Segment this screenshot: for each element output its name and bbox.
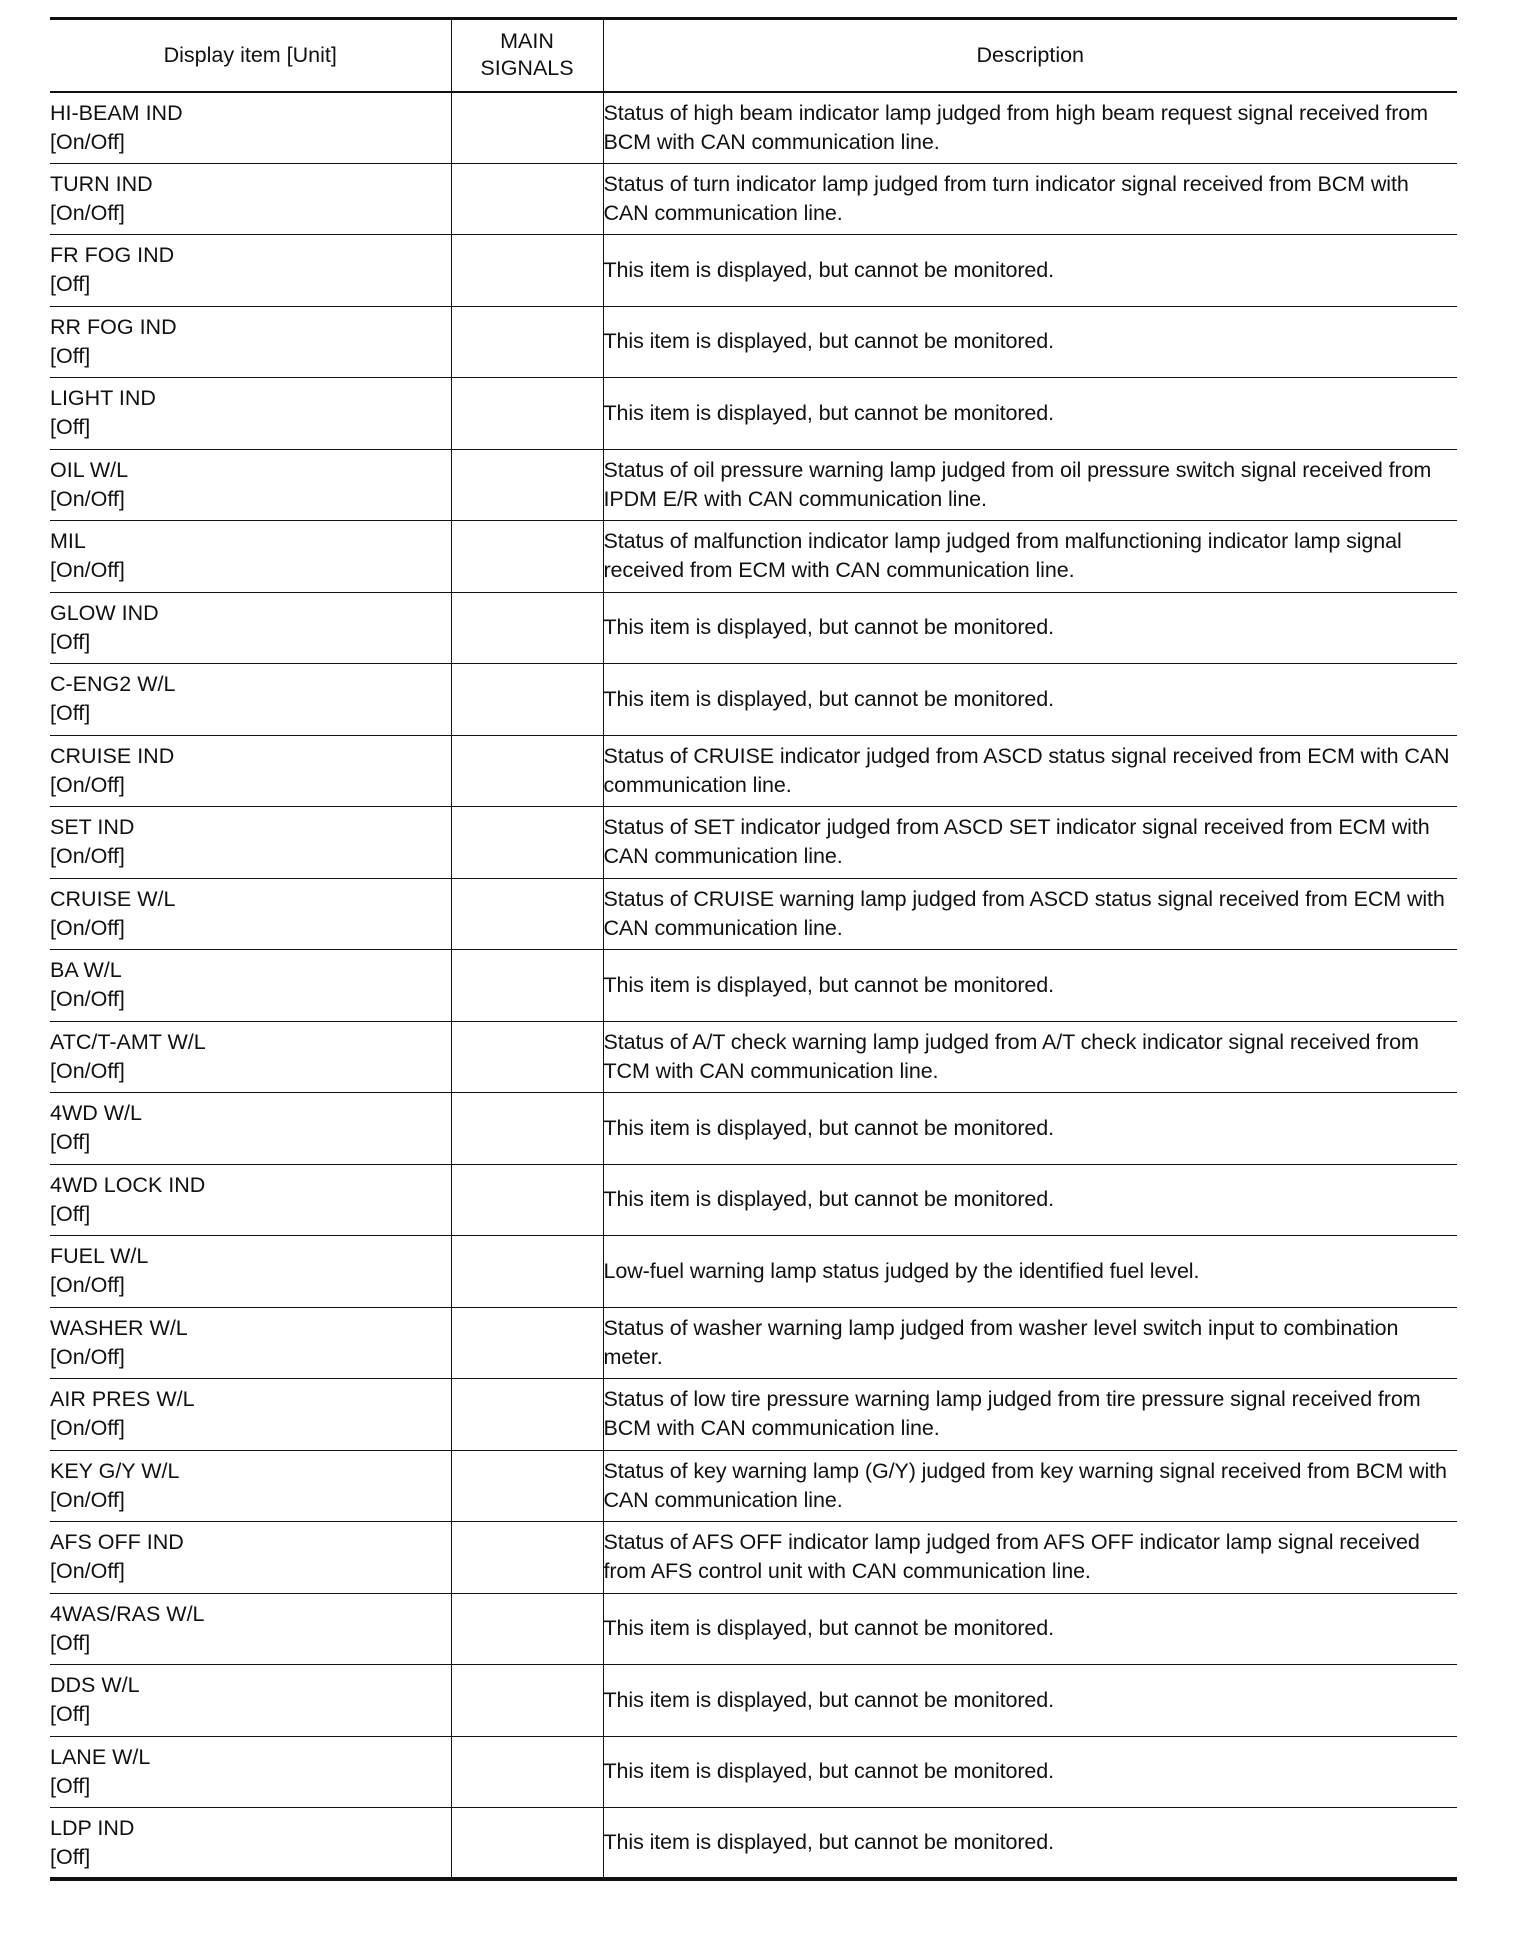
description-cell: This item is displayed, but cannot be monitored. — [603, 1736, 1457, 1808]
display-item-cell — [50, 1593, 451, 1665]
display-item-name: LDP IND — [50, 1815, 135, 1840]
display-item-cell — [50, 521, 451, 593]
main-signals-cell — [451, 235, 603, 307]
table-row — [50, 1307, 1457, 1379]
display-item-cell — [50, 1307, 451, 1379]
table-row — [50, 807, 1457, 879]
display-item-name: ATC/T-AMT W/L — [50, 1029, 206, 1054]
description-cell: Status of malfunction indicator lamp judged from malfunctioning indicator lamp signal received from ECM with CAN communication line. — [603, 521, 1457, 593]
description-cell: This item is displayed, but cannot be monitored. — [603, 1093, 1457, 1165]
main-signals-cell — [451, 521, 603, 593]
main-signals-cell — [451, 306, 603, 378]
display-item-unit: [On/Off] — [50, 558, 125, 583]
header-main-signals-line1: MAIN — [500, 29, 554, 54]
main-signals-cell — [451, 1450, 603, 1522]
description-cell: This item is displayed, but cannot be monitored. — [603, 1164, 1457, 1236]
main-signals-cell — [451, 950, 603, 1022]
table-row — [50, 1808, 1457, 1880]
description-cell: Status of A/T check warning lamp judged from A/T check indicator signal received from TCM with CAN communication line. — [603, 1021, 1457, 1093]
display-item-name: FUEL W/L — [50, 1244, 149, 1269]
main-signals-cell — [451, 664, 603, 736]
display-item-name: WASHER W/L — [50, 1315, 188, 1340]
display-item-name: MIL — [50, 529, 86, 554]
main-signals-cell — [451, 592, 603, 664]
description-cell: This item is displayed, but cannot be monitored. — [603, 592, 1457, 664]
description-cell: Status of CRUISE warning lamp judged from ASCD status signal received from ECM with CAN communication line. — [603, 878, 1457, 950]
header-display-item: Display item [Unit] — [50, 19, 451, 92]
display-item-name: HI-BEAM IND — [50, 100, 183, 125]
display-item-unit: [Off] — [50, 415, 91, 440]
description-cell: This item is displayed, but cannot be monitored. — [603, 950, 1457, 1022]
table-row — [50, 1450, 1457, 1522]
table-row — [50, 1736, 1457, 1808]
main-signals-cell — [451, 807, 603, 879]
table-row — [50, 1093, 1457, 1165]
description-cell: This item is displayed, but cannot be monitored. — [603, 664, 1457, 736]
display-item-cell — [50, 664, 451, 736]
header-row — [50, 19, 1457, 92]
display-item-cell — [50, 163, 451, 235]
main-signals-cell — [451, 1093, 603, 1165]
display-item-name: SET IND — [50, 815, 135, 840]
main-signals-cell — [451, 735, 603, 807]
display-item-unit: [On/Off] — [50, 1273, 125, 1298]
table-row — [50, 1593, 1457, 1665]
display-item-unit: [On/Off] — [50, 1344, 125, 1369]
display-item-cell — [50, 735, 451, 807]
table-row — [50, 92, 1457, 164]
display-item-unit: [On/Off] — [50, 129, 125, 154]
table-row — [50, 449, 1457, 521]
main-signals-cell — [451, 92, 603, 164]
description-cell: Status of washer warning lamp judged from washer level switch input to combination meter. — [603, 1307, 1457, 1379]
display-item-unit: [Off] — [50, 343, 91, 368]
display-item-name: AIR PRES W/L — [50, 1387, 195, 1412]
main-signals-cell — [451, 1522, 603, 1594]
table-row — [50, 163, 1457, 235]
table-row — [50, 664, 1457, 736]
display-item-cell — [50, 1236, 451, 1308]
data-monitor-table — [50, 17, 1457, 1881]
display-item-cell — [50, 1808, 451, 1880]
display-item-unit: [On/Off] — [50, 844, 125, 869]
display-item-cell — [50, 235, 451, 307]
description-cell: This item is displayed, but cannot be monitored. — [603, 306, 1457, 378]
table-row — [50, 592, 1457, 664]
table-body — [50, 92, 1457, 1880]
table-row — [50, 1379, 1457, 1451]
table-row — [50, 1522, 1457, 1594]
description-cell: This item is displayed, but cannot be monitored. — [603, 1593, 1457, 1665]
display-item-unit: [On/Off] — [50, 200, 125, 225]
display-item-cell — [50, 950, 451, 1022]
display-item-cell — [50, 1450, 451, 1522]
display-item-cell — [50, 306, 451, 378]
display-item-name: C-ENG2 W/L — [50, 672, 176, 697]
display-item-unit: [On/Off] — [50, 486, 125, 511]
display-item-name: KEY G/Y W/L — [50, 1458, 180, 1483]
table-row — [50, 521, 1457, 593]
main-signals-cell — [451, 1665, 603, 1737]
display-item-unit: [Off] — [50, 1130, 91, 1155]
display-item-cell — [50, 1522, 451, 1594]
display-item-unit: [Off] — [50, 701, 91, 726]
description-cell: This item is displayed, but cannot be monitored. — [603, 378, 1457, 450]
main-signals-cell — [451, 1379, 603, 1451]
display-item-name: 4WAS/RAS W/L — [50, 1601, 205, 1626]
table-row — [50, 306, 1457, 378]
table-row — [50, 950, 1457, 1022]
display-item-unit: [Off] — [50, 1773, 91, 1798]
display-item-cell — [50, 1093, 451, 1165]
display-item-unit: [On/Off] — [50, 772, 125, 797]
description-cell: This item is displayed, but cannot be monitored. — [603, 1808, 1457, 1880]
display-item-unit: [Off] — [50, 1201, 91, 1226]
display-item-unit: [Off] — [50, 629, 91, 654]
display-item-name: GLOW IND — [50, 600, 159, 625]
display-item-cell — [50, 449, 451, 521]
display-item-cell — [50, 1736, 451, 1808]
description-cell: Status of high beam indicator lamp judged from high beam request signal received from BCM with CAN communication line. — [603, 92, 1457, 164]
main-signals-cell — [451, 1236, 603, 1308]
table-row — [50, 735, 1457, 807]
main-signals-cell — [451, 163, 603, 235]
main-signals-cell — [451, 1736, 603, 1808]
display-item-name: DDS W/L — [50, 1673, 140, 1698]
display-item-name: 4WD LOCK IND — [50, 1172, 206, 1197]
description-cell: Status of AFS OFF indicator lamp judged from AFS OFF indicator lamp signal received from AFS control unit with CAN communication line. — [603, 1522, 1457, 1594]
table-header — [50, 19, 1457, 92]
description-cell: Status of CRUISE indicator judged from ASCD status signal received from ECM with CAN communication line. — [603, 735, 1457, 807]
table-row — [50, 1236, 1457, 1308]
description-cell: Status of oil pressure warning lamp judged from oil pressure switch signal received from IPDM E/R with CAN communication line. — [603, 449, 1457, 521]
main-signals-cell — [451, 1808, 603, 1880]
display-item-unit: [On/Off] — [50, 1416, 125, 1441]
display-item-name: CRUISE W/L — [50, 886, 176, 911]
description-cell: Status of turn indicator lamp judged from turn indicator signal received from BCM with CAN communication line. — [603, 163, 1457, 235]
table-row — [50, 235, 1457, 307]
display-item-unit: [Off] — [50, 272, 91, 297]
display-item-name: OIL W/L — [50, 457, 129, 482]
display-item-cell — [50, 807, 451, 879]
table-row — [50, 1021, 1457, 1093]
display-item-cell — [50, 378, 451, 450]
table-row — [50, 1164, 1457, 1236]
header-main-signals-line2: SIGNALS — [480, 56, 574, 81]
display-item-unit: [Off] — [50, 1630, 91, 1655]
display-item-cell — [50, 1665, 451, 1737]
display-item-name: RR FOG IND — [50, 314, 177, 339]
header-description: Description — [603, 19, 1457, 92]
table-row — [50, 878, 1457, 950]
description-cell: Low-fuel warning lamp status judged by the identified fuel level. — [603, 1236, 1457, 1308]
description-cell: Status of SET indicator judged from ASCD SET indicator signal received from ECM with CAN communication line. — [603, 807, 1457, 879]
main-signals-cell — [451, 378, 603, 450]
description-cell: This item is displayed, but cannot be monitored. — [603, 235, 1457, 307]
display-item-unit: [On/Off] — [50, 1559, 125, 1584]
description-cell: This item is displayed, but cannot be monitored. — [603, 1665, 1457, 1737]
main-signals-cell — [451, 1307, 603, 1379]
display-item-name: 4WD W/L — [50, 1101, 142, 1126]
display-item-name: LIGHT IND — [50, 386, 156, 411]
display-item-unit: [On/Off] — [50, 915, 125, 940]
display-item-unit: [On/Off] — [50, 987, 125, 1012]
display-item-name: BA W/L — [50, 958, 122, 983]
display-item-cell — [50, 1021, 451, 1093]
display-item-name: AFS OFF IND — [50, 1530, 184, 1555]
display-item-name: TURN IND — [50, 171, 153, 196]
header-main-signals — [451, 19, 603, 92]
display-item-name: CRUISE IND — [50, 743, 175, 768]
table-row — [50, 1665, 1457, 1737]
display-item-name: LANE W/L — [50, 1744, 151, 1769]
main-signals-cell — [451, 449, 603, 521]
display-item-cell — [50, 1379, 451, 1451]
main-signals-cell — [451, 1164, 603, 1236]
display-item-unit: [Off] — [50, 1702, 91, 1727]
main-signals-cell — [451, 1593, 603, 1665]
display-item-unit: [On/Off] — [50, 1487, 125, 1512]
display-item-cell — [50, 592, 451, 664]
display-item-unit: [On/Off] — [50, 1058, 125, 1083]
display-item-cell — [50, 878, 451, 950]
display-item-cell — [50, 92, 451, 164]
main-signals-cell — [451, 1021, 603, 1093]
display-item-cell — [50, 1164, 451, 1236]
display-item-name: FR FOG IND — [50, 243, 175, 268]
description-cell: Status of key warning lamp (G/Y) judged from key warning signal received from BCM with CAN communication line. — [603, 1450, 1457, 1522]
main-signals-cell — [451, 878, 603, 950]
description-cell: Status of low tire pressure warning lamp judged from tire pressure signal received from BCM with CAN communication line. — [603, 1379, 1457, 1451]
display-item-unit: [Off] — [50, 1844, 91, 1869]
table-row — [50, 378, 1457, 450]
